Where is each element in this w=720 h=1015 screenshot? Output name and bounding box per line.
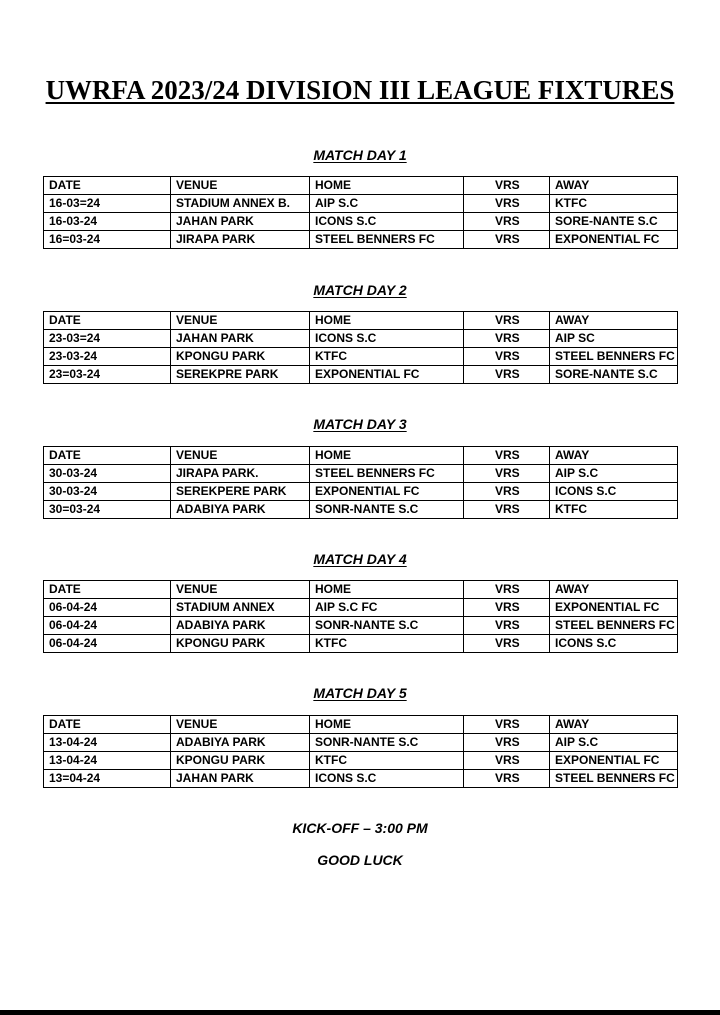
cell-vrs: VRS <box>464 734 550 752</box>
match-day-3-table <box>43 446 678 519</box>
match-day-4-heading-text: MATCH DAY 4 <box>313 551 407 567</box>
cell-home: STEEL BENNERS FC <box>310 231 464 249</box>
cell-vrs: VRS <box>464 348 550 366</box>
table-row <box>44 617 678 635</box>
cell-venue: KPONGU PARK <box>171 635 310 653</box>
cell-away: ICONS S.C <box>550 483 678 501</box>
header-vrs: VRS <box>464 447 550 465</box>
cell-venue: STADIUM ANNEX B. <box>171 195 310 213</box>
cell-home: KTFC <box>310 635 464 653</box>
match-day-5-heading <box>0 684 720 702</box>
cell-away: SORE-NANTE S.C <box>550 213 678 231</box>
cell-venue: JIRAPA PARK. <box>171 465 310 483</box>
match-day-1-table <box>43 176 678 249</box>
table-row <box>44 366 678 384</box>
match-day-3-heading <box>0 415 720 433</box>
document-title-text: UWRFA 2023/24 DIVISION III LEAGUE FIXTURES <box>45 75 675 105</box>
header-vrs: VRS <box>464 312 550 330</box>
cell-vrs: VRS <box>464 617 550 635</box>
cell-away: AIP SC <box>550 330 678 348</box>
table-header-row <box>44 447 678 465</box>
table-row <box>44 501 678 519</box>
cell-away: EXPONENTIAL FC <box>550 231 678 249</box>
header-venue: VENUE <box>171 177 310 195</box>
match-day-5-table <box>43 715 678 788</box>
header-away: AWAY <box>550 581 678 599</box>
cell-home: KTFC <box>310 752 464 770</box>
table-row <box>44 752 678 770</box>
match-day-5-heading-text: MATCH DAY 5 <box>313 685 407 701</box>
cell-venue: ADABIYA PARK <box>171 501 310 519</box>
header-home: HOME <box>310 716 464 734</box>
cell-vrs: VRS <box>464 483 550 501</box>
header-home: HOME <box>310 177 464 195</box>
cell-date: 13-04-24 <box>44 752 171 770</box>
cell-vrs: VRS <box>464 465 550 483</box>
table-row <box>44 195 678 213</box>
cell-vrs: VRS <box>464 195 550 213</box>
match-day-1-heading-text: MATCH DAY 1 <box>313 147 407 163</box>
cell-home: AIP S.C FC <box>310 599 464 617</box>
cell-home: SONR-NANTE S.C <box>310 617 464 635</box>
cell-venue: JAHAN PARK <box>171 213 310 231</box>
table-row <box>44 483 678 501</box>
cell-venue: KPONGU PARK <box>171 752 310 770</box>
table-header-row <box>44 177 678 195</box>
table-row <box>44 599 678 617</box>
cell-home: AIP S.C <box>310 195 464 213</box>
cell-away: EXPONENTIAL FC <box>550 752 678 770</box>
cell-venue: JAHAN PARK <box>171 770 310 788</box>
cell-date: 16-03-24 <box>44 213 171 231</box>
header-home: HOME <box>310 312 464 330</box>
match-day-4-table <box>43 580 678 653</box>
cell-venue: JAHAN PARK <box>171 330 310 348</box>
header-venue: VENUE <box>171 716 310 734</box>
header-date: DATE <box>44 177 171 195</box>
document-title <box>0 74 720 106</box>
cell-home: STEEL BENNERS FC <box>310 465 464 483</box>
cell-away: ICONS S.C <box>550 635 678 653</box>
cell-vrs: VRS <box>464 330 550 348</box>
cell-vrs: VRS <box>464 770 550 788</box>
cell-date: 30=03-24 <box>44 501 171 519</box>
header-venue: VENUE <box>171 447 310 465</box>
cell-date: 06-04-24 <box>44 617 171 635</box>
cell-venue: SEREKPRE PARK <box>171 366 310 384</box>
header-away: AWAY <box>550 716 678 734</box>
cell-date: 16=03-24 <box>44 231 171 249</box>
cell-home: SONR-NANTE S.C <box>310 501 464 519</box>
table-row <box>44 348 678 366</box>
table-row <box>44 734 678 752</box>
cell-home: EXPONENTIAL FC <box>310 483 464 501</box>
header-away: AWAY <box>550 447 678 465</box>
header-vrs: VRS <box>464 716 550 734</box>
cell-date: 30-03-24 <box>44 483 171 501</box>
cell-away: STEEL BENNERS FC <box>550 348 678 366</box>
cell-home: ICONS S.C <box>310 213 464 231</box>
cell-venue: ADABIYA PARK <box>171 617 310 635</box>
cell-vrs: VRS <box>464 231 550 249</box>
cell-away: STEEL BENNERS FC <box>550 770 678 788</box>
cell-home: SONR-NANTE S.C <box>310 734 464 752</box>
cell-venue: ADABIYA PARK <box>171 734 310 752</box>
header-date: DATE <box>44 581 171 599</box>
match-day-3-heading-text: MATCH DAY 3 <box>313 416 407 432</box>
header-away: AWAY <box>550 312 678 330</box>
header-vrs: VRS <box>464 581 550 599</box>
header-home: HOME <box>310 447 464 465</box>
header-date: DATE <box>44 716 171 734</box>
match-day-2-heading <box>0 281 720 299</box>
table-row <box>44 213 678 231</box>
header-away: AWAY <box>550 177 678 195</box>
cell-home: KTFC <box>310 348 464 366</box>
table-row <box>44 231 678 249</box>
cell-away: STEEL BENNERS FC <box>550 617 678 635</box>
table-header-row <box>44 716 678 734</box>
table-row <box>44 635 678 653</box>
header-venue: VENUE <box>171 312 310 330</box>
cell-home: EXPONENTIAL FC <box>310 366 464 384</box>
cell-away: AIP S.C <box>550 465 678 483</box>
table-row <box>44 330 678 348</box>
cell-date: 13=04-24 <box>44 770 171 788</box>
cell-date: 23=03-24 <box>44 366 171 384</box>
match-day-4-heading <box>0 550 720 568</box>
table-row <box>44 770 678 788</box>
cell-home: ICONS S.C <box>310 330 464 348</box>
cell-date: 23-03-24 <box>44 348 171 366</box>
cell-away: EXPONENTIAL FC <box>550 599 678 617</box>
cell-venue: SEREKPERE PARK <box>171 483 310 501</box>
cell-vrs: VRS <box>464 599 550 617</box>
bottom-edge-divider <box>0 1010 720 1015</box>
cell-date: 06-04-24 <box>44 599 171 617</box>
cell-vrs: VRS <box>464 752 550 770</box>
cell-date: 06-04-24 <box>44 635 171 653</box>
cell-away: SORE-NANTE S.C <box>550 366 678 384</box>
match-day-2-table <box>43 311 678 384</box>
table-header-row <box>44 581 678 599</box>
header-vrs: VRS <box>464 177 550 195</box>
header-date: DATE <box>44 447 171 465</box>
cell-date: 23-03=24 <box>44 330 171 348</box>
cell-venue: KPONGU PARK <box>171 348 310 366</box>
closing-message: GOOD LUCK <box>317 852 403 868</box>
cell-away: KTFC <box>550 501 678 519</box>
cell-date: 16-03=24 <box>44 195 171 213</box>
cell-away: AIP S.C <box>550 734 678 752</box>
header-home: HOME <box>310 581 464 599</box>
cell-date: 30-03-24 <box>44 465 171 483</box>
cell-vrs: VRS <box>464 501 550 519</box>
cell-home: ICONS S.C <box>310 770 464 788</box>
cell-vrs: VRS <box>464 213 550 231</box>
cell-vrs: VRS <box>464 635 550 653</box>
cell-away: KTFC <box>550 195 678 213</box>
cell-venue: JIRAPA PARK <box>171 231 310 249</box>
cell-venue: STADIUM ANNEX <box>171 599 310 617</box>
kickoff-time: KICK-OFF – 3:00 PM <box>292 820 428 836</box>
cell-vrs: VRS <box>464 366 550 384</box>
match-day-1-heading <box>0 146 720 164</box>
header-venue: VENUE <box>171 581 310 599</box>
table-row <box>44 465 678 483</box>
match-day-2-heading-text: MATCH DAY 2 <box>313 282 407 298</box>
header-date: DATE <box>44 312 171 330</box>
table-header-row <box>44 312 678 330</box>
cell-date: 13-04-24 <box>44 734 171 752</box>
